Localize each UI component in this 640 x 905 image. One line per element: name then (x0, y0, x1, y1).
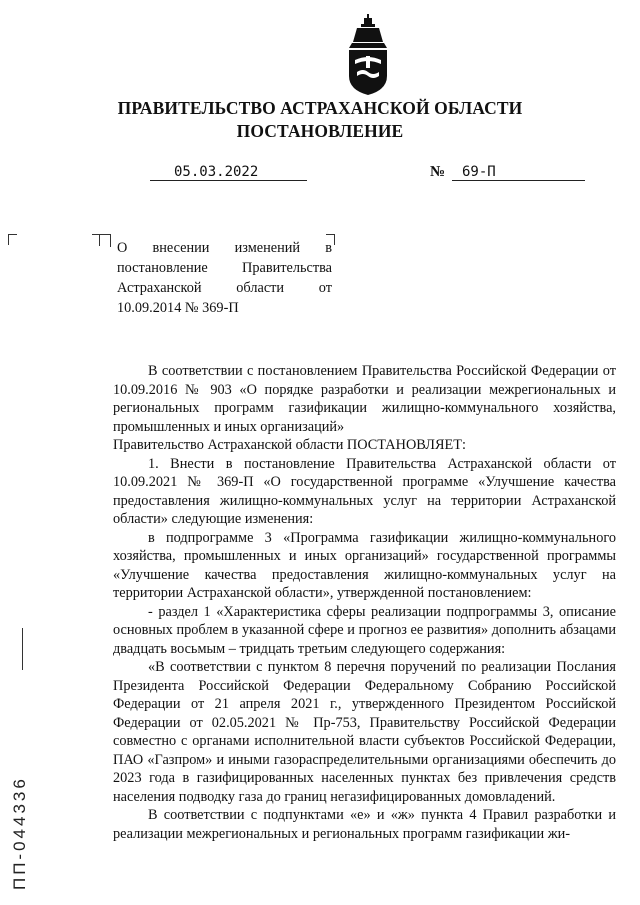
body-paragraph: 1. Внести в постановление Правительства Астраханской области от 10.09.2021 № 369-П «О государственной программе «Улучшение качества предоставления жилищно-коммунальных услуг на территории Астраханской области» следующие изменения: (113, 455, 616, 527)
coat-of-arms-icon (343, 14, 393, 96)
body-paragraph: в подпрограмме 3 «Программа газификации жилищно-коммунального хозяйства, промышленных и иных организаций» государственной программы «Улучшение качества предоставления жилищно-коммунальных услуг на территории Астраханской области», утвержденной постановлением: (113, 529, 616, 601)
document-header (0, 97, 640, 143)
document-body (113, 362, 616, 843)
document-date: 05.03.2022 (174, 164, 259, 180)
body-paragraph: «В соответствии с пунктом 8 перечня поручений по реализации Послания Президента Российской Федерации Федеральному Собранию Российской Федерации от 21 апреля 2021 г., утвержденного Президентом Российской Федерации от 02.05.2021 № Пр-753, Правительству Российской Федерации совместно с органами исполнительной власти субъектов Российской Федерации, ПАО «Газпром» и иными газораспределительными организациями обеспечить до 2023 года в газифицированных населенных пунктах без привлечения средств населения подводку газа до границ негазифицированных домовладений. (113, 659, 616, 805)
organization-name: ПРАВИТЕЛЬСТВО АСТРАХАНСКОЙ ОБЛАСТИ (117, 98, 523, 118)
document-type: ПОСТАНОВЛЕНИЕ (236, 121, 404, 141)
subject-bracket-left (8, 234, 17, 245)
document-subject: О внесении изменений в постановление Правительства Астраханской области от 10.09.2014 № 369-П (117, 240, 332, 316)
side-stamp-mark (22, 628, 23, 670)
number-underline (452, 180, 585, 181)
body-paragraph: В соответствии с подпунктами «е» и «ж» пункта 4 Правил разработки и реализации межрегиональных и региональных программ газификации жи- (113, 807, 616, 842)
body-paragraph: В соответствии с постановлением Правительства Российской Федерации от 10.09.2016 № 903 «О порядке разработки и реализации межрегиональных и региональных программ газификации жилищно-коммунального хозяйства, промышленных и иных организаций» (113, 363, 616, 435)
number-label: № (430, 164, 446, 180)
body-paragraph: - раздел 1 «Характеристика сферы реализации подпрограммы 3, описание основных проблем в указанной сфере и прогноз ее развития» дополнить абзацами двадцать восьмым – тридцать третьим следующего содержания: (113, 603, 616, 657)
subject-bracket-corner-inner (99, 234, 103, 246)
side-stamp: ПП-044336 (10, 776, 29, 890)
body-paragraph: Правительство Астраханской области ПОСТАНОВЛЯЕТ: (113, 437, 466, 453)
date-underline (150, 180, 307, 181)
document-number: 69-П (462, 164, 496, 180)
